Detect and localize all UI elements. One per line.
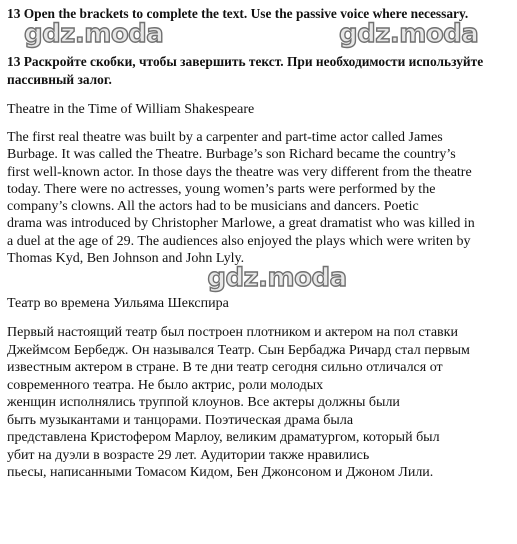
watermark-center-row: [7, 263, 511, 294]
task-instruction-ru: 13 Раскройте скобки, чтобы завершить текст. При необходимости используйте пассивный залог.: [7, 54, 484, 87]
text-heading-en: Theatre in the Time of William Shakespeare: [7, 102, 255, 117]
watermark-right: gdz.moda: [339, 19, 479, 49]
task-instruction-en: 13 Open the brackets to complete the text. Use the passive voice where necessary.: [7, 6, 469, 21]
document-page: [7, 4, 511, 482]
watermark-center: gdz.moda: [207, 263, 347, 294]
watermark-left: gdz.moda: [24, 19, 164, 49]
text-paragraph-en: The first real theatre was built by a carpenter and part-time actor called James Burbage. It was called the Theatre. Burbage’s son Richard became the country’s first well-known actor. In those days the theatre was very different from the theatre today. There were no actresses, young women’s parts were performed by the company’s clowns. All the actors had to be musicians and dancers. Poetic drama was introduced by Christopher Marlowe, a great dramatist who was killed in a duel at the age of 29. The audiences also enjoyed the plays which were writen by Thomas Kyd, Ben Johnson and John Lyly.: [7, 130, 475, 267]
text-paragraph-ru: Первый настоящий театр был построен плотником и актером на пол ставки Джеймсом Бербедж. Он назывался Театр. Сын Бербаджа Ричард стал первым известным актером в стране. В те дни театр сегодня сильно отличался от современного театра. Не было актрис, роли молодых женщин исполнялись труппой клоунов. Все актеры должны были быть музыкантами и танцорами. Поэтическая драма была представлена Кристофером Марлоу, великим драматургом, который был убит на дуэли в возрасте 29 лет. Аудитории также нравились пьесы, написанными Томасом Кидом, Бен Джонсоном и Джоном Лили.: [7, 325, 470, 481]
text-heading-ru: Театр во времена Уильяма Шекспира: [7, 296, 229, 312]
watermark-row: [7, 19, 511, 53]
